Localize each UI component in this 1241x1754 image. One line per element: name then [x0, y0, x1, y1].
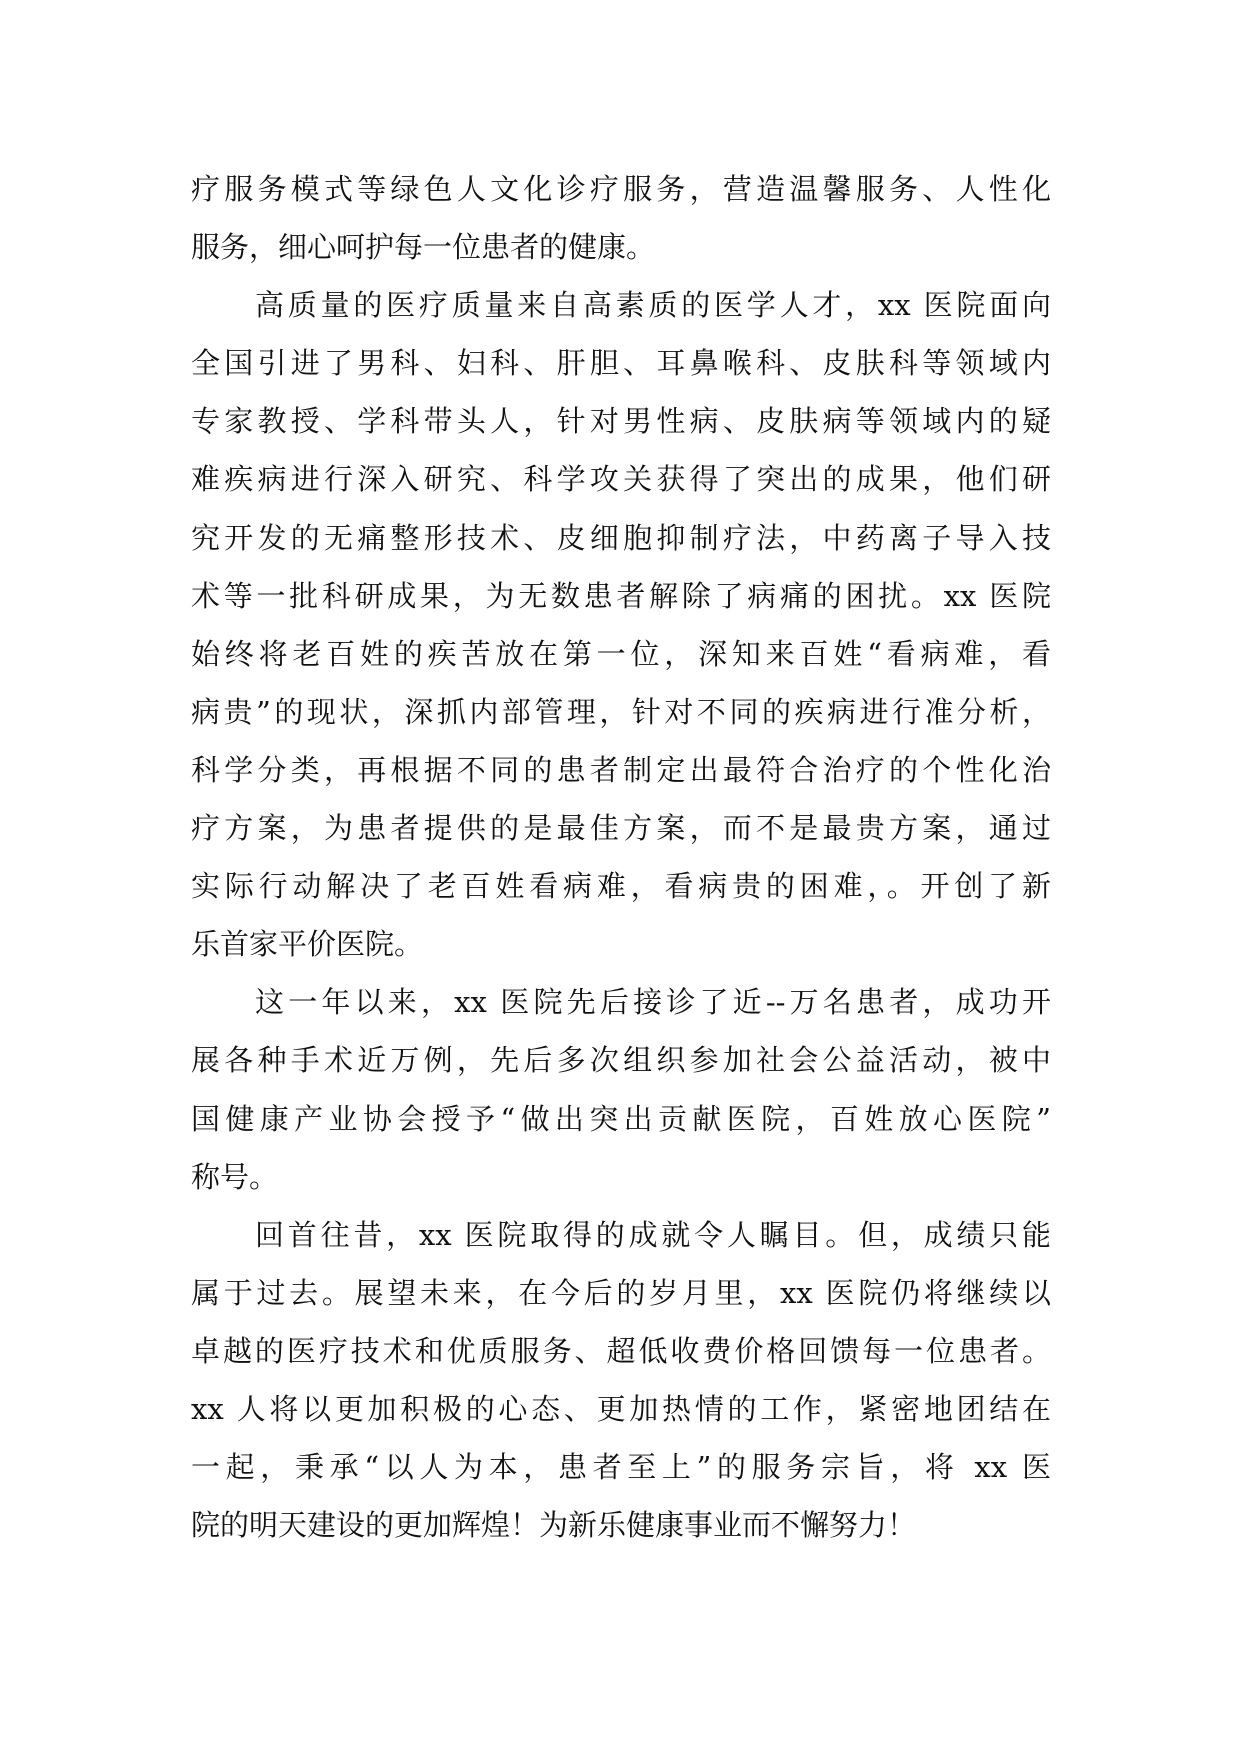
- text-line: 这一年以来，xx 医院先后接诊了近--万名患者，成功开: [255, 985, 1051, 1020]
- text-line: 全国引进了男科、妇科、肝胆、耳鼻喉科、皮肤科等领域内: [191, 346, 1051, 381]
- text-line: 科学分类，再根据不同的患者制定出最符合治疗的个性化治: [191, 752, 1051, 787]
- text-line: 服务，细心呵护每一位患者的健康。: [191, 230, 656, 265]
- text-line: 术等一批科研成果，为无数患者解除了病痛的困扰。xx 医院: [191, 578, 1051, 613]
- paragraph-3: [191, 973, 1051, 1205]
- text-line: 称号。: [191, 1159, 279, 1194]
- text-line: 回首往昔，xx 医院取得的成就令人瞩目。但，成绩只能: [255, 1217, 1051, 1252]
- text-line: xx 人将以更加积极的心态、更加热情的工作，紧密地团结在: [191, 1391, 1051, 1426]
- paragraph-4: [191, 1206, 1051, 1555]
- text-line: 究开发的无痛整形技术、皮细胞抑制疗法，中药离子导入技: [191, 520, 1051, 555]
- paragraph-2: [191, 276, 1051, 973]
- text-line: 乐首家平价医院。: [191, 927, 424, 962]
- text-line: 高质量的医疗质量来自高素质的医学人才，xx 医院面向: [255, 288, 1051, 323]
- text-line: 属于过去。展望未来，在今后的岁月里，xx 医院仍将继续以: [191, 1275, 1051, 1310]
- text-line: 实际行动解决了老百姓看病难，看病贵的困难，。开创了新: [191, 869, 1051, 904]
- body-text: [191, 160, 1051, 1554]
- text-line: 一起，秉承“以人为本，患者至上”的服务宗旨，将 xx 医: [191, 1450, 1051, 1485]
- text-line: 始终将老百姓的疾苦放在第一位，深知来百姓“看病难，看: [191, 636, 1051, 671]
- text-line: 展各种手术近万例，先后多次组织参加社会公益活动，被中: [191, 1043, 1051, 1078]
- paragraph-1: [191, 160, 1051, 276]
- text-line: 院的明天建设的更加辉煌！为新乐健康事业而不懈努力！: [191, 1508, 917, 1543]
- text-line: 疗服务模式等绿色人文化诊疗服务，营造温馨服务、人性化: [191, 172, 1051, 206]
- text-line: 难疾病进行深入研究、科学攻关获得了突出的成果，他们研: [191, 462, 1051, 497]
- text-line: 病贵”的现状，深抓内部管理，针对不同的疾病进行准分析，: [191, 694, 1051, 729]
- text-line: 专家教授、学科带头人，针对男性病、皮肤病等领域内的疑: [191, 404, 1051, 439]
- text-line: 疗方案，为患者提供的是最佳方案，而不是最贵方案，通过: [191, 811, 1051, 846]
- text-line: 卓越的医疗技术和优质服务、超低收费价格回馈每一位患者。: [191, 1333, 1051, 1368]
- text-line: 国健康产业协会授予“做出突出贡献医院，百姓放心医院”: [191, 1101, 1051, 1136]
